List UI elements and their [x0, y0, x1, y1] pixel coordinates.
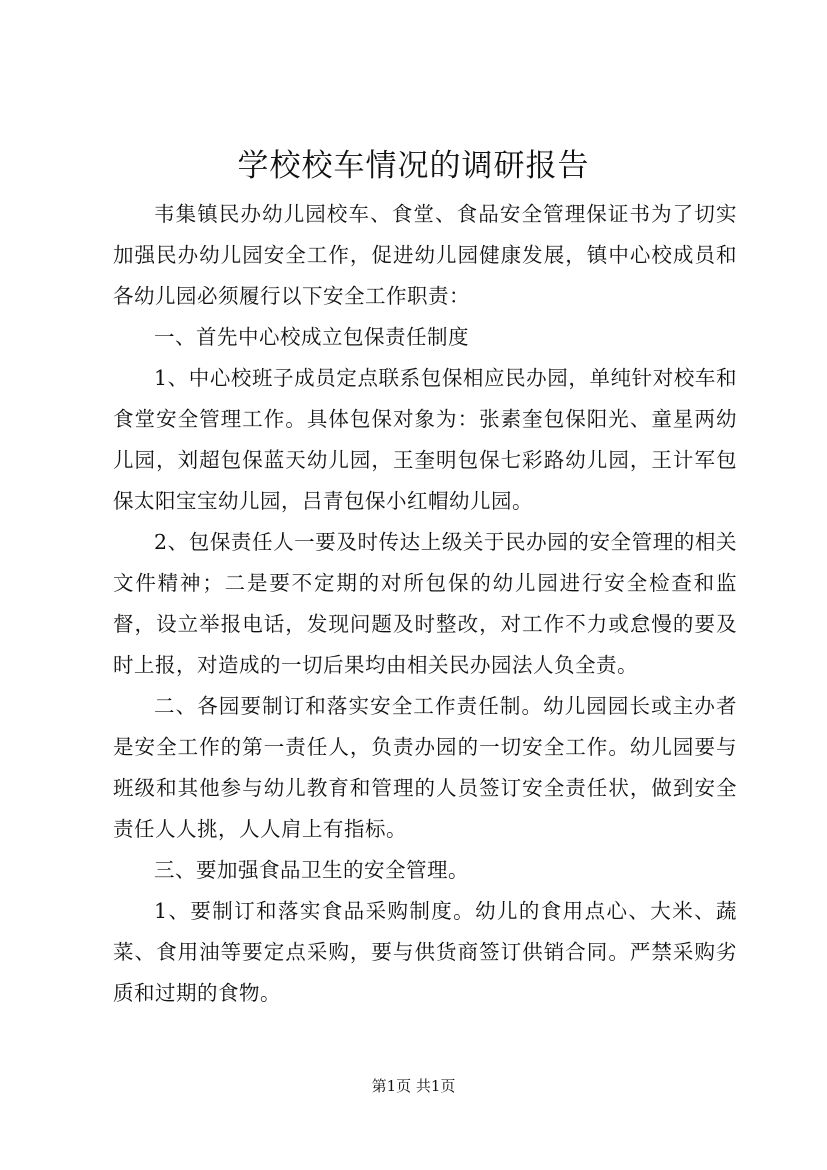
- paragraph-section-1-item-1: 1、中心校班子成员定点联系包保相应民办园，单纯针对校车和食堂安全管理工作。具体包保对象为：张素奎包保阳光、童星两幼儿园，刘超包保蓝天幼儿园，王奎明包保七彩路幼儿园，王计军包保太阳宝宝幼儿园，吕青包保小红帽幼儿园。: [113, 366, 737, 513]
- paragraph-section-2: 二、各园要制订和落实安全工作责任制。幼儿园园长或主办者是安全工作的第一责任人，负责办园的一切安全工作。幼儿园要与班级和其他参与幼儿教育和管理的人员签订安全责任状，做到安全责任人人挑，人人肩上有指标。: [113, 694, 737, 841]
- paragraph-section-1-item-2: 2、包保责任人一要及时传达上级关于民办园的安全管理的相关文件精神；二是要不定期的对所包保的幼儿园进行安全检查和监督，设立举报电话，发现问题及时整改，对工作不力或怠慢的要及时上报，对造成的一切后果均由相关民办园法人负全责。: [113, 530, 737, 677]
- paragraph-section-1-heading: 一、首先中心校成立包保责任制度: [154, 325, 469, 349]
- paragraph-section-3-heading: 三、要加强食品卫生的安全管理。: [154, 858, 469, 882]
- paragraph-intro: 韦集镇民办幼儿园校车、食堂、食品安全管理保证书为了切实加强民办幼儿园安全工作，促进幼儿园健康发展，镇中心校成员和各幼儿园必须履行以下安全工作职责：: [113, 202, 737, 308]
- document-title: 学校校车情况的调研报告: [237, 148, 590, 184]
- paragraph-section-3-item-1: 1、要制订和落实食品采购制度。幼儿的食用点心、大米、蔬菜、食用油等要定点采购，要与供货商签订供销合同。严禁采购劣质和过期的食物。: [113, 899, 737, 1005]
- document-body: [113, 194, 737, 1014]
- page-footer: 第1页 共1页: [371, 1077, 456, 1095]
